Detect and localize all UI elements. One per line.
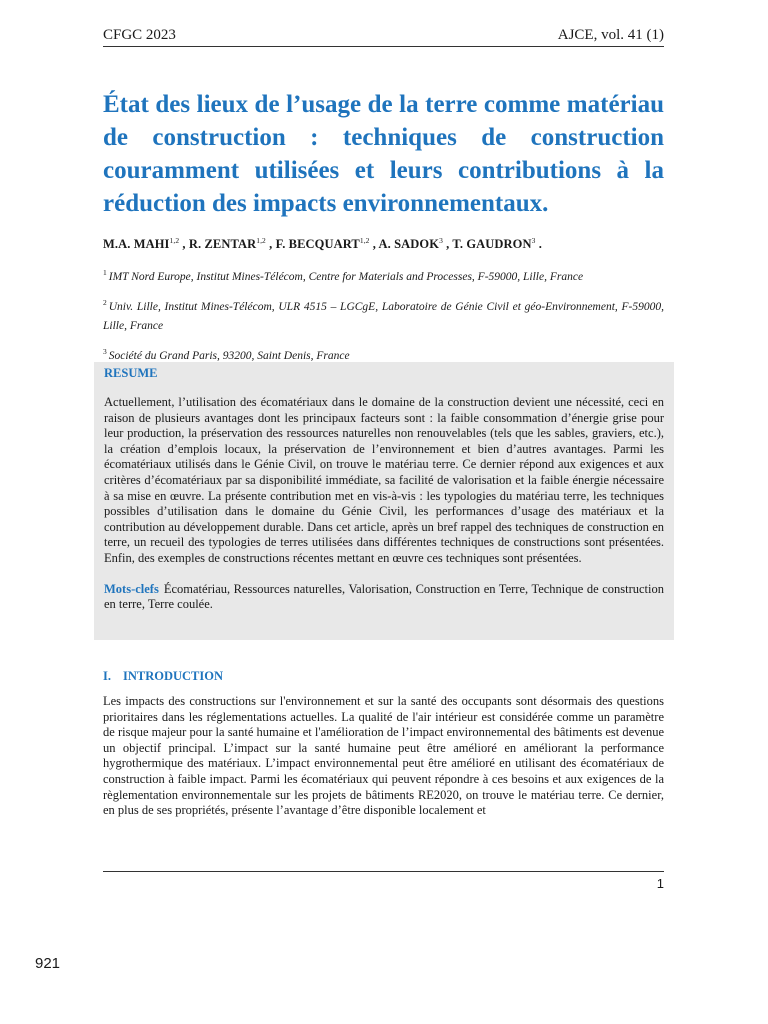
author-separator: ,	[442, 237, 453, 251]
keywords-label: Mots-clefs	[104, 581, 159, 596]
affiliation-text: Société du Grand Paris, 93200, Saint Denis, France	[108, 350, 350, 362]
author-name: A. SADOK	[378, 237, 440, 251]
affiliation-list	[103, 263, 664, 372]
author-separator: ,	[369, 237, 379, 251]
abstract-text: Actuellement, l’utilisation des écomatériaux dans le domaine de la construction devient une nécessité, ceci en raison de plusieurs avantages dont les principaux facteurs sont : la faible consommation d’énergie grise pour leur production, la préservation des ressources naturelles non renouvelables (tels que les sables, graviers, etc.), la création d’emplois locaux, la préservation de l’environnement et bien d’autres avantages. Parmi les écomatériaux utilisés dans le Génie Civil, on trouve le matériau terre. Ce dernier répond aux exigences et aux critères d’écomatériaux par sa disponibilité immédiate, sa facilité de valorisation et la faible énergie nécessaire à sa mise en œuvre. La présente contribution met en vis-à-vis : les typologies du matériau terre, les techniques possibles d’utilisation dans le domaine du Génie Civil, les performances d’usage des matériaux et la contribution au développement durable. Dans cet article, après un bref rappel des techniques de construction en terre, un recueil des typologies de terres utilisées dans différentes techniques de constructions sont présentées. Enfin, des exemples de constructions récentes mettant en œuvre ces techniques sont présentées.	[104, 395, 664, 565]
affiliation	[103, 263, 664, 287]
running-header	[103, 22, 664, 44]
section-number: I.	[103, 669, 111, 683]
author-affiliation-mark: 1,2	[359, 236, 370, 245]
author-affiliation-mark: 1,2	[169, 236, 180, 245]
author-name: F. BECQUART	[275, 237, 360, 251]
author-name: M.A. MAHI	[103, 237, 170, 251]
affiliation-mark: 2	[103, 298, 107, 307]
affiliation-mark: 3	[103, 347, 107, 356]
sheet-number: 921	[35, 955, 61, 972]
author-list	[103, 236, 664, 252]
author-name: R. ZENTAR	[188, 237, 257, 251]
abstract-box	[94, 362, 674, 640]
author-affiliation-mark: 3	[439, 236, 443, 245]
header-conference: CFGC 2023	[103, 27, 176, 43]
abstract-heading: RESUME	[104, 366, 158, 380]
author-separator: .	[535, 237, 542, 251]
affiliation	[103, 293, 664, 336]
author-name: T. GAUDRON	[452, 237, 532, 251]
section-title: INTRODUCTION	[123, 669, 224, 683]
affiliation-text: Univ. Lille, Institut Mines-Télécom, ULR 4515 – LGCgE, Laboratoire de Génie Civil et géo-Environnement, F-59000, Lille, France	[103, 301, 664, 332]
affiliation-mark: 1	[103, 268, 107, 277]
keywords-text: Écomatériau, Ressources naturelles, Valorisation, Construction en Terre, Technique de construction en terre, Terre coulée.	[104, 581, 664, 612]
affiliation-text: IMT Nord Europe, Institut Mines-Télécom, Centre for Materials and Processes, F-59000, Lille, France	[108, 271, 584, 283]
author-separator: ,	[179, 237, 189, 251]
paper-title: État des lieux de l’usage de la terre comme matériau de construction : techniques de construction couramment utilisées et leurs contributions à la réduction des impacts environnementaux.	[103, 91, 664, 217]
introduction-paragraph: Les impacts des constructions sur l'environnement et sur la santé des occupants sont désormais des questions prioritaires dans les réglementations actuelles. La qualité de l'air intérieur est considérée comme un paramètre de risque majeur pour la santé humaine et l'amélioration de l’impact environnemental des bâtiments est devenue un objectif principal. L’impact sur la santé humaine peut être amélioré en améliorant la performance hygrothermique des matériaux. L’impact environnemental peut être amélioré en utilisant des écomatériaux de construction à faible impact. Parmi les écomatériaux qui peuvent répondre à ces besoins et aux exigences de la règlementation environnementale sur les projets de bâtiments RE2020, on trouve le matériau terre. Ce dernier, en plus de ses propriétés, présente l’avantage d’être disponible localement et	[103, 694, 664, 818]
author-affiliation-mark: 1,2	[256, 236, 266, 245]
header-journal: AJCE, vol. 41 (1)	[557, 27, 664, 43]
page-number: 1	[656, 876, 664, 891]
header-divider	[103, 46, 664, 47]
footer-divider	[103, 871, 664, 872]
section-heading	[103, 669, 223, 684]
author-separator: ,	[265, 237, 276, 251]
author-affiliation-mark: 3	[531, 236, 536, 245]
keywords	[104, 582, 664, 613]
